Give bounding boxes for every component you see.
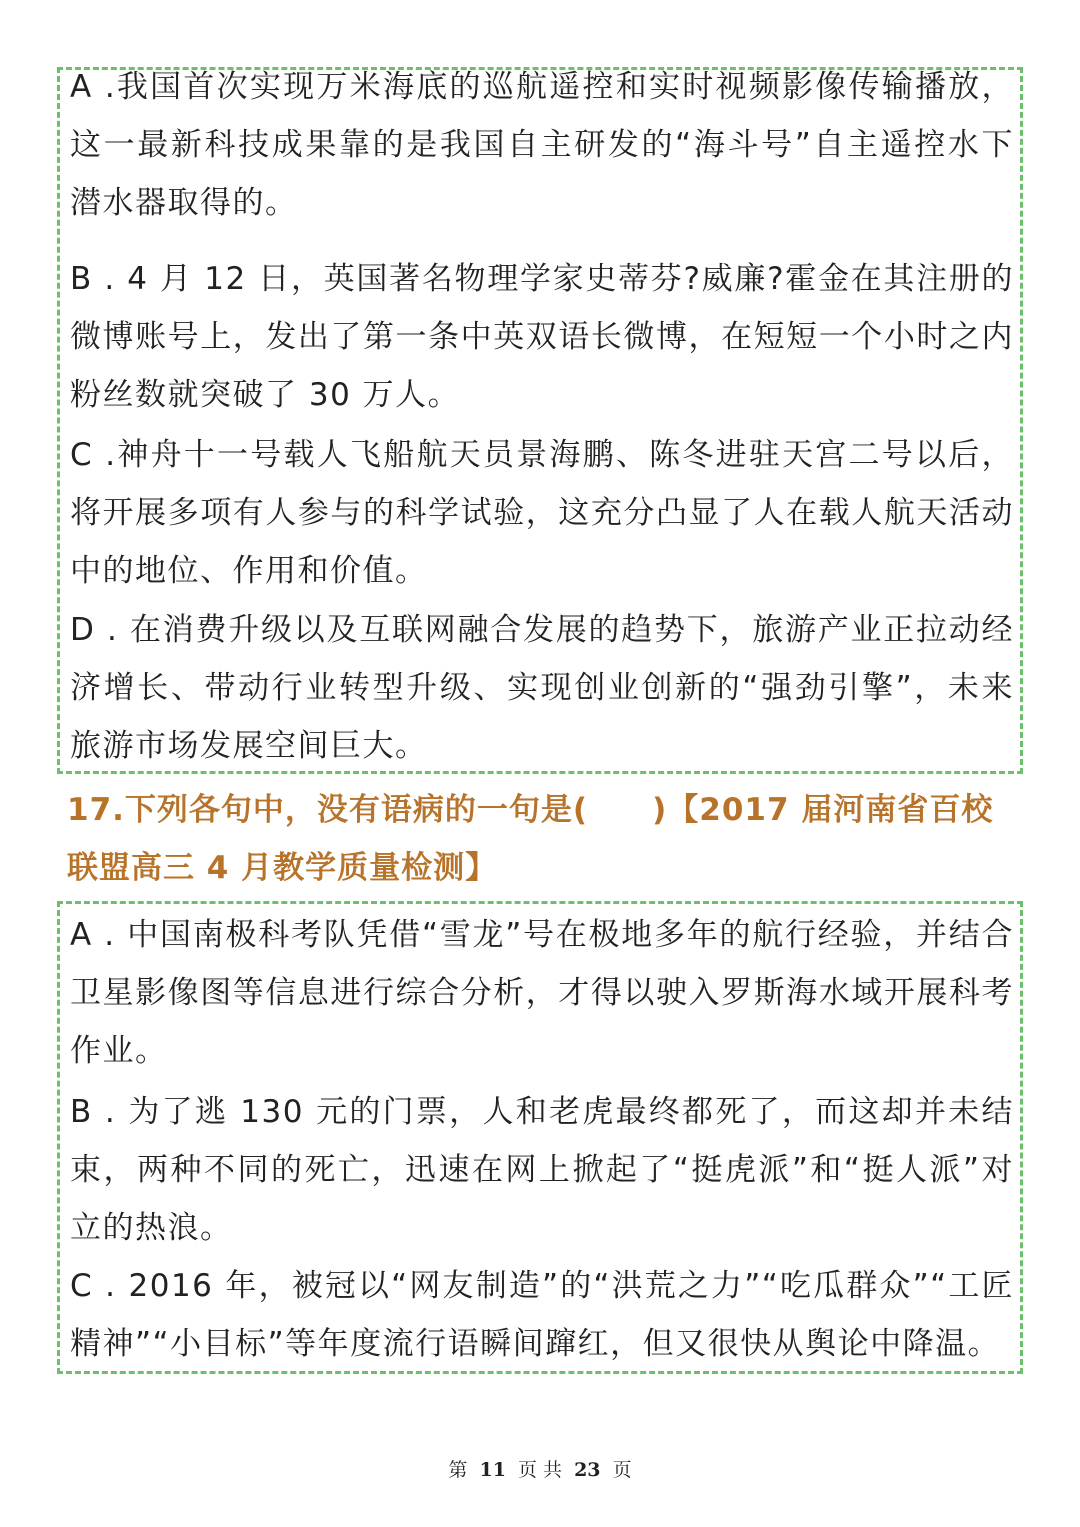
current-page-number: 11: [479, 1459, 506, 1481]
option-d: D . 在消费升级以及互联网融合发展的趋势下，旅游产业正拉动经济增长、带动行业转型升级、实现创业创新的“强劲引擎”，未来旅游市场发展空间巨大。: [70, 612, 1014, 764]
option-b: B . 为了逃 130 元的门票，人和老虎最终都死了，而这却并未结束，两种不同的死亡，迅速在网上掀起了“挺虎派”和“挺人派”对立的热浪。: [70, 1094, 1014, 1246]
question17-title: 17.下列各句中，没有语病的一句是( )【2017 届河南省百校联盟高三 4 月教学质量检测】: [67, 792, 994, 886]
question16-options-box: [57, 67, 1023, 774]
footer-prefix: 第: [448, 1459, 468, 1481]
footer-middle: 页 共: [517, 1459, 563, 1481]
page-footer: [0, 1455, 1080, 1482]
option-b: B . 4 月 12 日，英国著名物理学家史蒂芬?威廉?霍金在其注册的微博账号上，发出了第一条中英双语长微博，在短短一个小时之内粉丝数就突破了 30 万人。: [70, 261, 1014, 413]
option-a: A .我国首次实现万米海底的巡航遥控和实时视频影像传输播放，这一最新科技成果靠的是我国自主研发的“海斗号”自主遥控水下潜水器取得的。: [70, 69, 1014, 221]
option-a: A . 中国南极科考队凭借“雪龙”号在极地多年的航行经验，并结合卫星影像图等信息进行综合分析，才得以驶入罗斯海水域开展科考作业。: [70, 917, 1014, 1069]
option-c: C .神舟十一号载人飞船航天员景海鹏、陈冬进驻天宫二号以后，将开展多项有人参与的科学试验，这充分凸显了人在载人航天活动中的地位、作用和价值。: [70, 437, 1014, 589]
option-c: C . 2016 年，被冠以“网友制造”的“洪荒之力”“吃瓜群众”“工匠精神”“小目标”等年度流行语瞬间蹿红，但又很快从舆论中降温。: [70, 1268, 1014, 1362]
total-pages-number: 23: [574, 1459, 601, 1481]
footer-suffix: 页: [612, 1459, 632, 1481]
question17-options-box: [57, 901, 1023, 1374]
